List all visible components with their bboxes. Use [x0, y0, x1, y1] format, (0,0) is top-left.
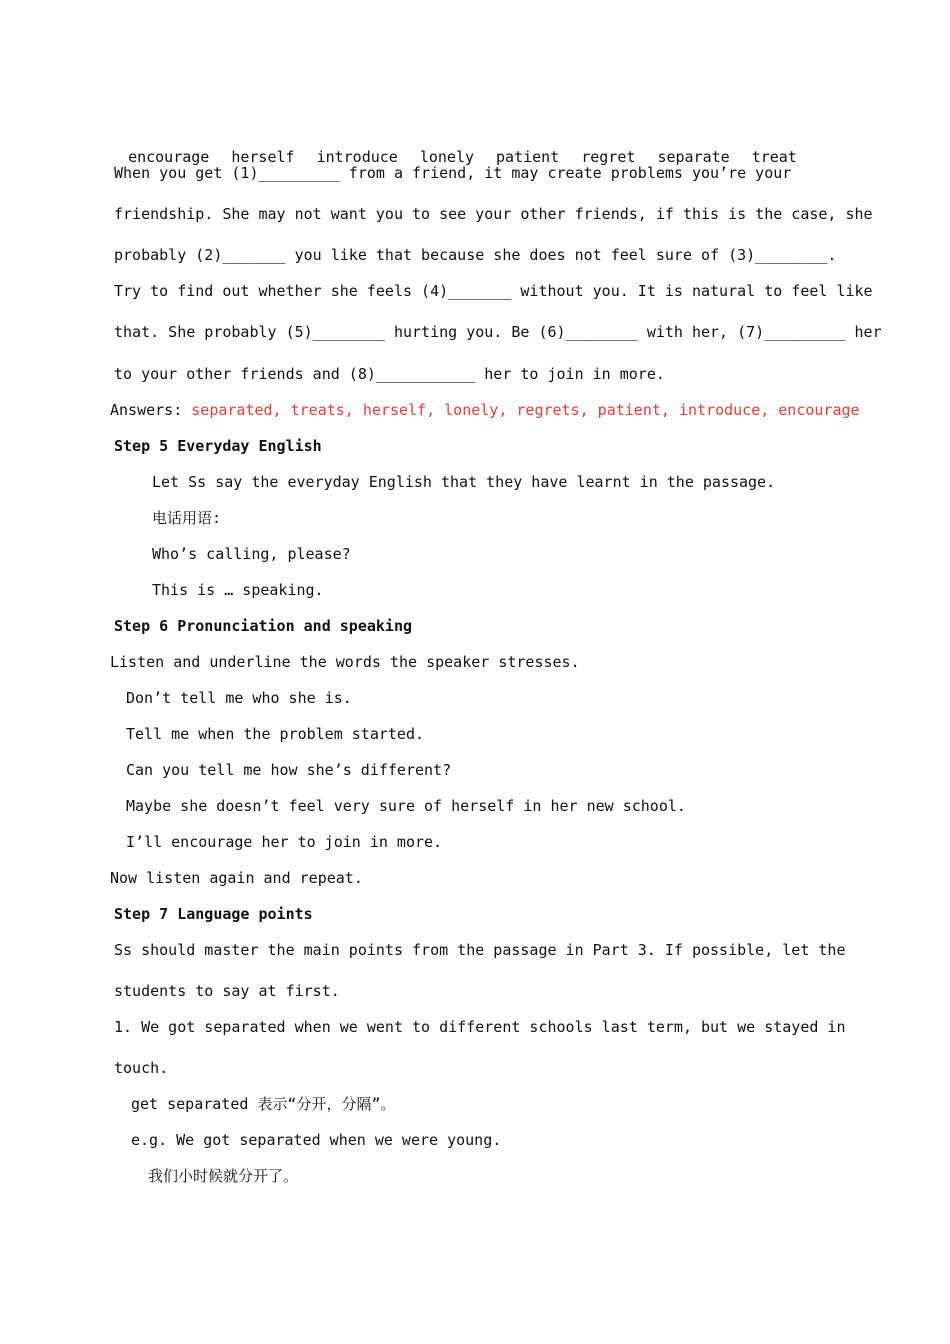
step6-sentence: Don’t tell me who she is. — [126, 689, 352, 707]
step6-sentence: Can you tell me how she’s different? — [126, 761, 452, 779]
step6-intro: Listen and underline the words the speaker stresses. — [110, 653, 580, 671]
answers-text: separated, treats, herself, lonely, regrets, patient, introduce, encourage — [191, 401, 860, 419]
answers-label: Answers: — [110, 401, 192, 419]
word-bank — [110, 127, 819, 167]
step7-text: students to say at first. — [114, 982, 340, 1000]
word-bank-item: treat — [751, 148, 797, 166]
step5-text: Who’s calling, please? — [152, 545, 351, 563]
step7-example: e.g. We got separated when we were young. — [131, 1131, 502, 1149]
passage-line: probably (2)_______ you like that because she does not feel sure of (3)________. — [114, 246, 837, 264]
step6-sentence: Maybe she doesn’t feel very sure of herself in her new school. — [126, 797, 686, 815]
passage-line: friendship. She may not want you to see your other friends, if this is the case, she — [114, 205, 873, 223]
word-bank-item: separate — [657, 148, 730, 166]
step7-text: Ss should master the main points from the passage in Part 3. If possible, let the — [114, 941, 846, 959]
word-bank-item: introduce — [316, 148, 398, 166]
step5-text: 电话用语: — [152, 509, 222, 527]
step7-example-translation: 我们小时候就分开了。 — [148, 1167, 299, 1185]
passage-line: When you get (1)_________ from a friend, it may create problems you’re your — [114, 164, 792, 182]
step7-point: touch. — [114, 1059, 169, 1077]
word-bank-item: patient — [496, 148, 560, 166]
word-bank-item: lonely — [419, 148, 475, 166]
step7-note: get separated 表示“分开，分隔”。 — [131, 1095, 396, 1113]
step7-title: Step 7 Language points — [114, 905, 313, 923]
step6-outro: Now listen again and repeat. — [110, 869, 363, 887]
step6-sentence: I’ll encourage her to join in more. — [126, 833, 443, 851]
passage-line: Try to find out whether she feels (4)_______ without you. It is natural to feel like — [114, 282, 873, 300]
step5-title: Step 5 Everyday English — [114, 437, 322, 455]
word-bank-item: encourage — [128, 148, 210, 166]
step7-point: 1. We got separated when we went to different schools last term, but we stayed in — [114, 1018, 846, 1036]
answers-line — [110, 400, 860, 420]
step6-title: Step 6 Pronunciation and speaking — [114, 617, 413, 635]
passage-line: to your other friends and (8)___________ her to join in more. — [114, 365, 665, 383]
step5-text: Let Ss say the everyday English that they have learnt in the passage. — [152, 473, 776, 491]
word-bank-item: regret — [581, 148, 636, 166]
word-bank-item: herself — [231, 148, 295, 166]
step6-sentence: Tell me when the problem started. — [126, 725, 425, 743]
step5-text: This is … speaking. — [152, 581, 324, 599]
passage-line: that. She probably (5)________ hurting you. Be (6)________ with her, (7)_________ her — [114, 323, 882, 341]
